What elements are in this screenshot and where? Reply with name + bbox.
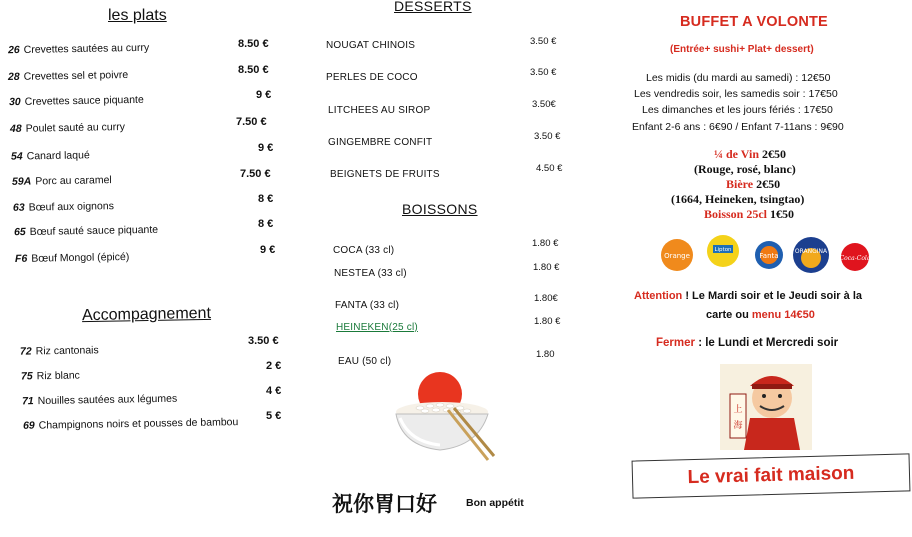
boisson-price: 1.80 € (534, 316, 561, 327)
vin-types: (Rouge, rosé, blanc) (694, 162, 796, 176)
plat-item: 48 Poulet sauté au curry (9, 120, 126, 136)
plat-price: 8 € (258, 218, 274, 230)
buffet-subtitle: (Entrée+ sushi+ Plat+ dessert) (670, 44, 814, 55)
schedule-line: Les vendredis soir, les samedis soir : 17€50 (634, 88, 838, 100)
accompagnement-item: 75 Riz blanc (20, 369, 80, 383)
plat-item: 30 Crevettes sauce piquante (8, 93, 144, 109)
dessert-price: 4.50 € (536, 163, 563, 174)
plat-price: 8 € (258, 193, 274, 205)
boisson-item: COCA (33 cl) (333, 245, 395, 256)
rice-bowl-icon (392, 372, 502, 464)
bon-appetit-text: Bon appétit (466, 497, 524, 509)
svg-text:Orange: Orange (664, 252, 690, 260)
dessert-item: NOUGAT CHINOIS (326, 40, 416, 51)
orangina-logo-icon (792, 236, 830, 274)
boisson-price: 1.80 € (533, 262, 560, 273)
plat-price: 8.50 € (238, 64, 269, 76)
accompagnement-price: 2 € (266, 360, 282, 372)
schedule-line: Les dimanches et les jours fériés : 17€50 (642, 104, 833, 116)
schedule-line: Enfant 2-6 ans : 6€90 / Enfant 7-11ans : 9€90 (632, 121, 844, 133)
plats-column (0, 0, 300, 537)
plat-item: 59A Porc au caramel (11, 174, 112, 188)
plat-item: 65 Bœuf sauté sauce piquante (13, 223, 159, 239)
dessert-price: 3.50 € (534, 131, 561, 142)
accompagnement-item: 71 Nouilles sautées aux légumes (21, 392, 178, 408)
accompagnement-price: 4 € (266, 385, 282, 397)
svg-text:海: 海 (733, 421, 743, 431)
boisson-item: NESTEA (33 cl) (334, 268, 407, 279)
attention-line: Attention ! Le Mardi soir et le Jeudi soir à la (634, 290, 862, 302)
schedule-line: Les midis (du mardi au samedi) : 12€50 (646, 72, 831, 84)
boisson-price: 1.80 € (532, 238, 559, 249)
boisson-price: 1.80€ (534, 293, 558, 304)
boisson-line: Boisson 25cl 1€50 (704, 207, 795, 221)
plat-item: 28 Crevettes sel et poivre (7, 68, 129, 84)
dessert-price: 3.50€ (532, 99, 556, 110)
boisson-price: 1.80 (536, 349, 555, 360)
plat-item: 26 Crevettes sautées au curry (7, 41, 150, 57)
accompagnement-item: 72 Riz cantonais (19, 344, 99, 358)
plats-title: les plats (108, 7, 167, 24)
fermer-line: Fermer : le Lundi et Mercredi soir (656, 337, 839, 349)
vin-line: ¼ de Vin 2€50 (714, 147, 787, 161)
coca-cola-logo-icon (840, 242, 870, 272)
svg-text:上: 上 (733, 405, 743, 415)
dessert-price: 3.50 € (530, 36, 557, 47)
lipton-logo-icon (706, 234, 740, 268)
svg-text:Fanta: Fanta (759, 252, 779, 260)
svg-text:Lipton: Lipton (714, 247, 732, 253)
accompagnement-price: 5 € (266, 410, 282, 422)
buffet-title: BUFFET A VOLONTE (680, 14, 828, 30)
chinese-greeting: 祝你胃口好 (332, 492, 437, 516)
plat-item: 54 Canard laqué (10, 149, 90, 163)
dessert-item: PERLES DE COCO (326, 72, 418, 83)
plat-price: 7.50 € (236, 116, 267, 128)
svg-text:ORANGINA: ORANGINA (794, 248, 828, 255)
plat-price: 7.50 € (240, 168, 271, 180)
plat-price: 8.50 € (238, 38, 269, 50)
plat-price: 9 € (256, 89, 272, 101)
biere-line: Bière 2€50 (726, 177, 781, 191)
accompagnement-price: 3.50 € (248, 335, 279, 347)
plat-item: 63 Bœuf aux oignons (12, 200, 115, 214)
plat-price: 9 € (258, 142, 274, 154)
drink-logos (660, 234, 875, 280)
accompagnement-item: 69 Champignons noirs et pousses de bambou (22, 416, 239, 432)
fanta-logo-icon (754, 240, 784, 270)
boisson-item: FANTA (33 cl) (335, 300, 400, 311)
svg-text:Coca-Cola: Coca-Cola (840, 255, 870, 262)
vrai-fait-maison-banner: Le vrai fait maison (632, 453, 911, 498)
dessert-item: BEIGNETS DE FRUITS (330, 169, 440, 180)
boissons-title: BOISSONS (402, 201, 478, 217)
dessert-item: GINGEMBRE CONFIT (328, 137, 433, 148)
boisson-item: HEINEKEN(25 cl) (336, 322, 418, 333)
biere-types: (1664, Heineken, tsingtao) (671, 192, 805, 206)
plat-price: 9 € (260, 244, 276, 256)
plat-item: F6 Bœuf Mongol (épicé) (14, 251, 130, 265)
dessert-price: 3.50 € (530, 67, 557, 78)
dessert-item: LITCHEES AU SIROP (328, 105, 431, 116)
boisson-item: EAU (50 cl) (338, 356, 392, 367)
chef-mascot-icon (720, 364, 812, 450)
orange-logo-icon (660, 238, 694, 272)
desserts-title: DESSERTS (394, 0, 472, 14)
attention-line-2: carte ou menu 14€50 (706, 309, 815, 321)
accompagnement-title: Accompagnement (81, 304, 212, 325)
